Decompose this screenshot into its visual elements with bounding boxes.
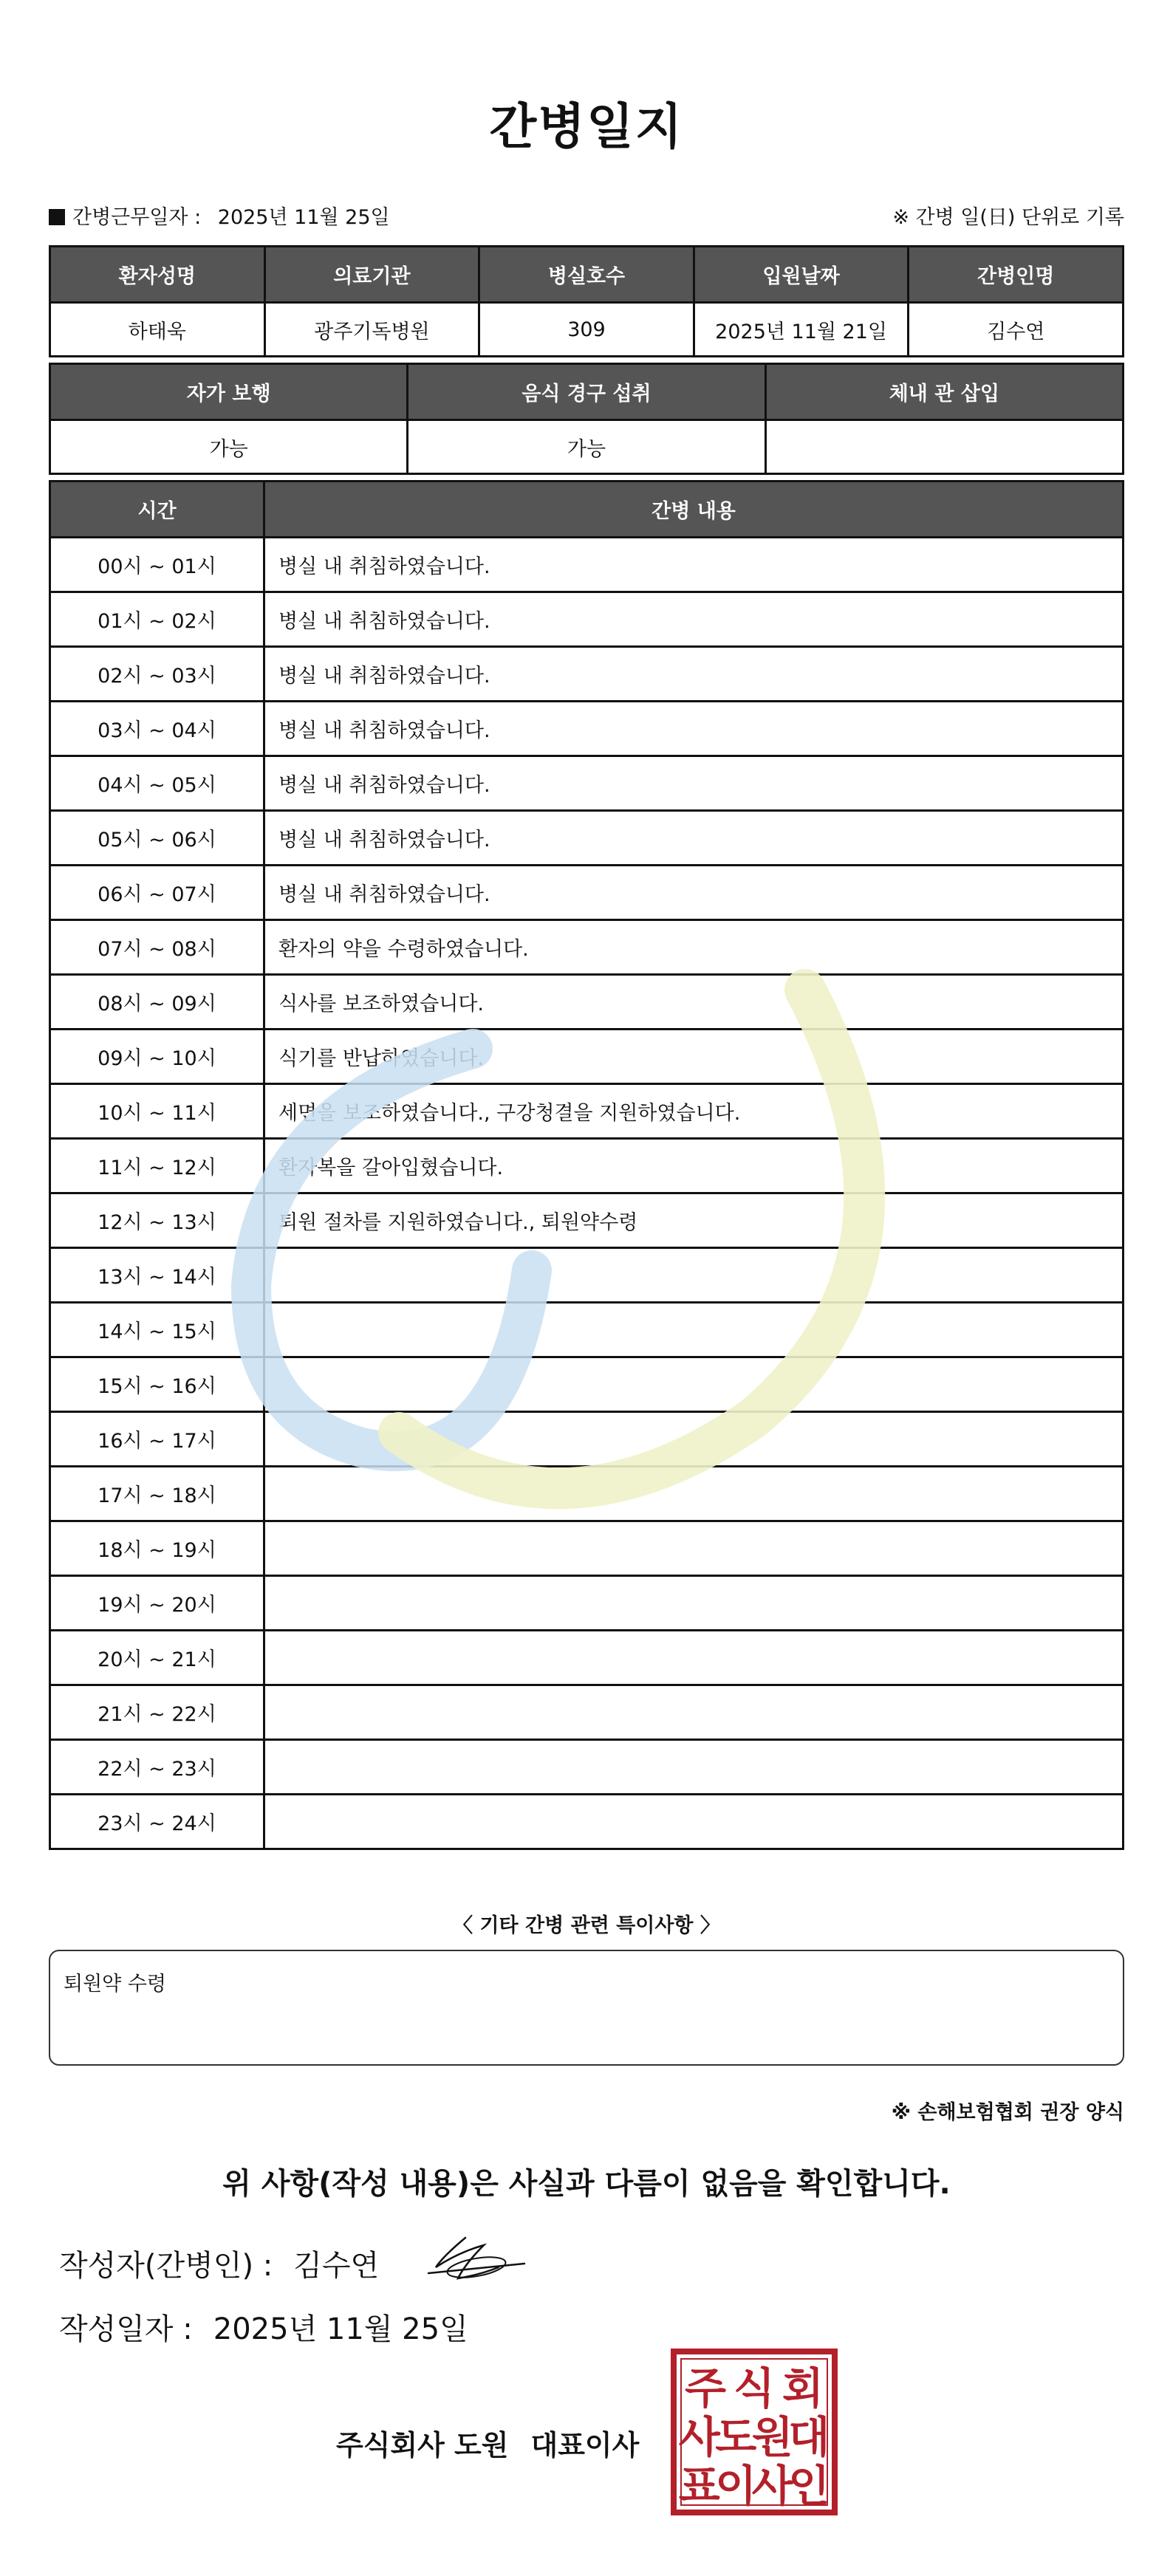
care-log-row: [50, 592, 1124, 647]
company-name: 주식회사 도원: [336, 2429, 509, 2462]
care-log-row: [50, 866, 1124, 920]
seal-glyph: 사: [751, 2461, 793, 2511]
seal-glyph: 도: [715, 2412, 757, 2462]
care-log-row: [50, 1357, 1124, 1412]
seal-glyph: 주: [684, 2363, 727, 2414]
care-content: 퇴원 절차를 지원하였습니다., 퇴원약수령: [264, 1193, 1124, 1248]
patient-status-table: [49, 363, 1124, 475]
time-slot: 23시 ~ 24시: [50, 1795, 264, 1849]
care-content: [264, 1521, 1124, 1576]
care-content: [264, 1467, 1124, 1521]
writer-label: 작성자(간병인) :: [59, 2249, 273, 2283]
time-slot: 00시 ~ 01시: [50, 538, 264, 592]
care-content: [264, 1685, 1124, 1740]
written-date-line: [59, 2306, 468, 2348]
care-content: 병실 내 취침하였습니다.: [264, 866, 1124, 920]
notes-title: 〈 기타 간병 관련 특이사항 〉: [453, 1914, 720, 1937]
written-date: 2025년 11월 25일: [213, 2312, 468, 2346]
hospital: 광주기독병원: [264, 303, 479, 357]
time-slot: 21시 ~ 22시: [50, 1685, 264, 1740]
time-slot: 09시 ~ 10시: [50, 1030, 264, 1084]
time-slot: 05시 ~ 06시: [50, 811, 264, 866]
patient-name: 하태욱: [50, 303, 265, 357]
care-content: 병실 내 취침하였습니다.: [264, 592, 1124, 647]
care-content: 병실 내 취침하였습니다.: [264, 811, 1124, 866]
care-content: 병실 내 취침하였습니다.: [264, 538, 1124, 592]
care-content: [264, 1631, 1124, 1685]
seal-glyph: 인: [788, 2461, 830, 2511]
written-date-label: 작성일자 :: [59, 2312, 193, 2346]
header-patient-name: 환자성명: [50, 247, 265, 303]
signature-icon: [414, 2223, 532, 2297]
header-self-walking: 자가 보행: [50, 364, 408, 420]
care-content: [264, 1357, 1124, 1412]
header-oral-intake: 음식 경구 섭취: [408, 364, 765, 420]
admission-date: 2025년 11월 21일: [694, 303, 909, 357]
care-log-row: [50, 756, 1124, 811]
care-log-row: [50, 1248, 1124, 1303]
care-log-row: [50, 1467, 1124, 1521]
care-content: [264, 1303, 1124, 1357]
time-slot: 18시 ~ 19시: [50, 1521, 264, 1576]
patient-info-header-row: [50, 247, 1124, 303]
time-slot: 07시 ~ 08시: [50, 920, 264, 975]
time-slot: 10시 ~ 11시: [50, 1084, 264, 1139]
care-log-row: [50, 920, 1124, 975]
header-admission-date: 입원날짜: [694, 247, 909, 303]
seal-glyph: 회: [782, 2363, 824, 2414]
seal-glyph: 사: [678, 2412, 720, 2462]
patient-info-value-row: [50, 303, 1124, 357]
form-source-note: ※ 손해보험협회 권장 양식: [891, 2101, 1124, 2124]
care-content: 환자복을 갈아입혔습니다.: [264, 1139, 1124, 1193]
care-content: 식기를 반납하였습니다.: [264, 1030, 1124, 1084]
seal-glyph: 표: [678, 2461, 720, 2511]
work-date-value: 2025년 11월 25일: [217, 206, 390, 229]
care-log-row: [50, 647, 1124, 702]
patient-status-value-row: [50, 420, 1124, 474]
work-date-label: 간병근무일자 :: [72, 206, 202, 229]
seal-glyph: 대: [788, 2412, 830, 2462]
representative-title: 대표이사: [530, 2429, 640, 2462]
header-caregiver-name: 간병인명: [909, 247, 1124, 303]
care-log-header-row: [50, 482, 1124, 538]
work-date-line: [49, 201, 390, 230]
time-slot: 03시 ~ 04시: [50, 702, 264, 756]
care-log-row: [50, 1685, 1124, 1740]
time-slot: 01시 ~ 02시: [50, 592, 264, 647]
care-content: 환자의 약을 수령하였습니다.: [264, 920, 1124, 975]
care-content: [264, 1412, 1124, 1467]
care-log-table: [49, 480, 1124, 1850]
room-number: 309: [479, 303, 694, 357]
care-content: [264, 1576, 1124, 1631]
time-slot: 11시 ~ 12시: [50, 1139, 264, 1193]
care-content: 병실 내 취침하였습니다.: [264, 702, 1124, 756]
care-log-row: [50, 1193, 1124, 1248]
notes-box: [49, 1950, 1124, 2066]
care-log-row: [50, 1795, 1124, 1849]
care-log-row: [50, 1412, 1124, 1467]
header-room-number: 병실호수: [479, 247, 694, 303]
time-slot: 13시 ~ 14시: [50, 1248, 264, 1303]
time-slot: 14시 ~ 15시: [50, 1303, 264, 1357]
patient-info-table: [49, 245, 1124, 357]
tube-insertion: [765, 420, 1123, 474]
care-log-row: [50, 1576, 1124, 1631]
writer-name: 김수연: [293, 2249, 380, 2283]
care-log-row: [50, 1139, 1124, 1193]
company-seal-icon: [669, 2347, 839, 2517]
time-slot: 08시 ~ 09시: [50, 975, 264, 1030]
header-time: 시간: [50, 482, 264, 538]
writer-line: [59, 2242, 379, 2284]
time-slot: 19시 ~ 20시: [50, 1576, 264, 1631]
confirmation-statement: 위 사항(작성 내용)은 사실과 다름이 없음을 확인합니다.: [222, 2167, 951, 2201]
header-tube-insertion: 체내 관 삽입: [765, 364, 1123, 420]
time-slot: 22시 ~ 23시: [50, 1740, 264, 1795]
care-content: [264, 1248, 1124, 1303]
care-content: [264, 1795, 1124, 1849]
square-bullet-icon: [49, 209, 65, 225]
page-title: 간병일지: [489, 98, 684, 155]
care-log-body: [50, 538, 1124, 1849]
care-log-row: [50, 975, 1124, 1030]
header-hospital: 의료기관: [264, 247, 479, 303]
care-log-row: [50, 1030, 1124, 1084]
care-content: [264, 1740, 1124, 1795]
notes-text: 퇴원약 수령: [64, 1973, 166, 1996]
self-walking: 가능: [50, 420, 408, 474]
care-log-row: [50, 1084, 1124, 1139]
time-slot: 04시 ~ 05시: [50, 756, 264, 811]
time-slot: 17시 ~ 18시: [50, 1467, 264, 1521]
oral-intake: 가능: [408, 420, 765, 474]
seal-glyph: 원: [751, 2412, 793, 2462]
care-content: 병실 내 취침하였습니다.: [264, 756, 1124, 811]
care-content: 식사를 보조하였습니다.: [264, 975, 1124, 1030]
care-log-row: [50, 811, 1124, 866]
company-line: [336, 2422, 639, 2463]
record-note: ※ 간병 일(日) 단위로 기록: [892, 206, 1124, 229]
care-log-row: [50, 702, 1124, 756]
care-log-row: [50, 1521, 1124, 1576]
header-care-content: 간병 내용: [264, 482, 1124, 538]
care-content: 병실 내 취침하였습니다.: [264, 647, 1124, 702]
time-slot: 20시 ~ 21시: [50, 1631, 264, 1685]
care-content: 세면을 보조하였습니다., 구강청결을 지원하였습니다.: [264, 1084, 1124, 1139]
time-slot: 15시 ~ 16시: [50, 1357, 264, 1412]
seal-glyph: 식: [733, 2363, 776, 2414]
time-slot: 16시 ~ 17시: [50, 1412, 264, 1467]
time-slot: 06시 ~ 07시: [50, 866, 264, 920]
care-log-row: [50, 538, 1124, 592]
patient-status-header-row: [50, 364, 1124, 420]
care-log-row: [50, 1631, 1124, 1685]
time-slot: 02시 ~ 03시: [50, 647, 264, 702]
seal-glyph: 이: [715, 2461, 757, 2511]
time-slot: 12시 ~ 13시: [50, 1193, 264, 1248]
care-log-row: [50, 1303, 1124, 1357]
care-log-row: [50, 1740, 1124, 1795]
caregiver-name: 김수연: [909, 303, 1124, 357]
